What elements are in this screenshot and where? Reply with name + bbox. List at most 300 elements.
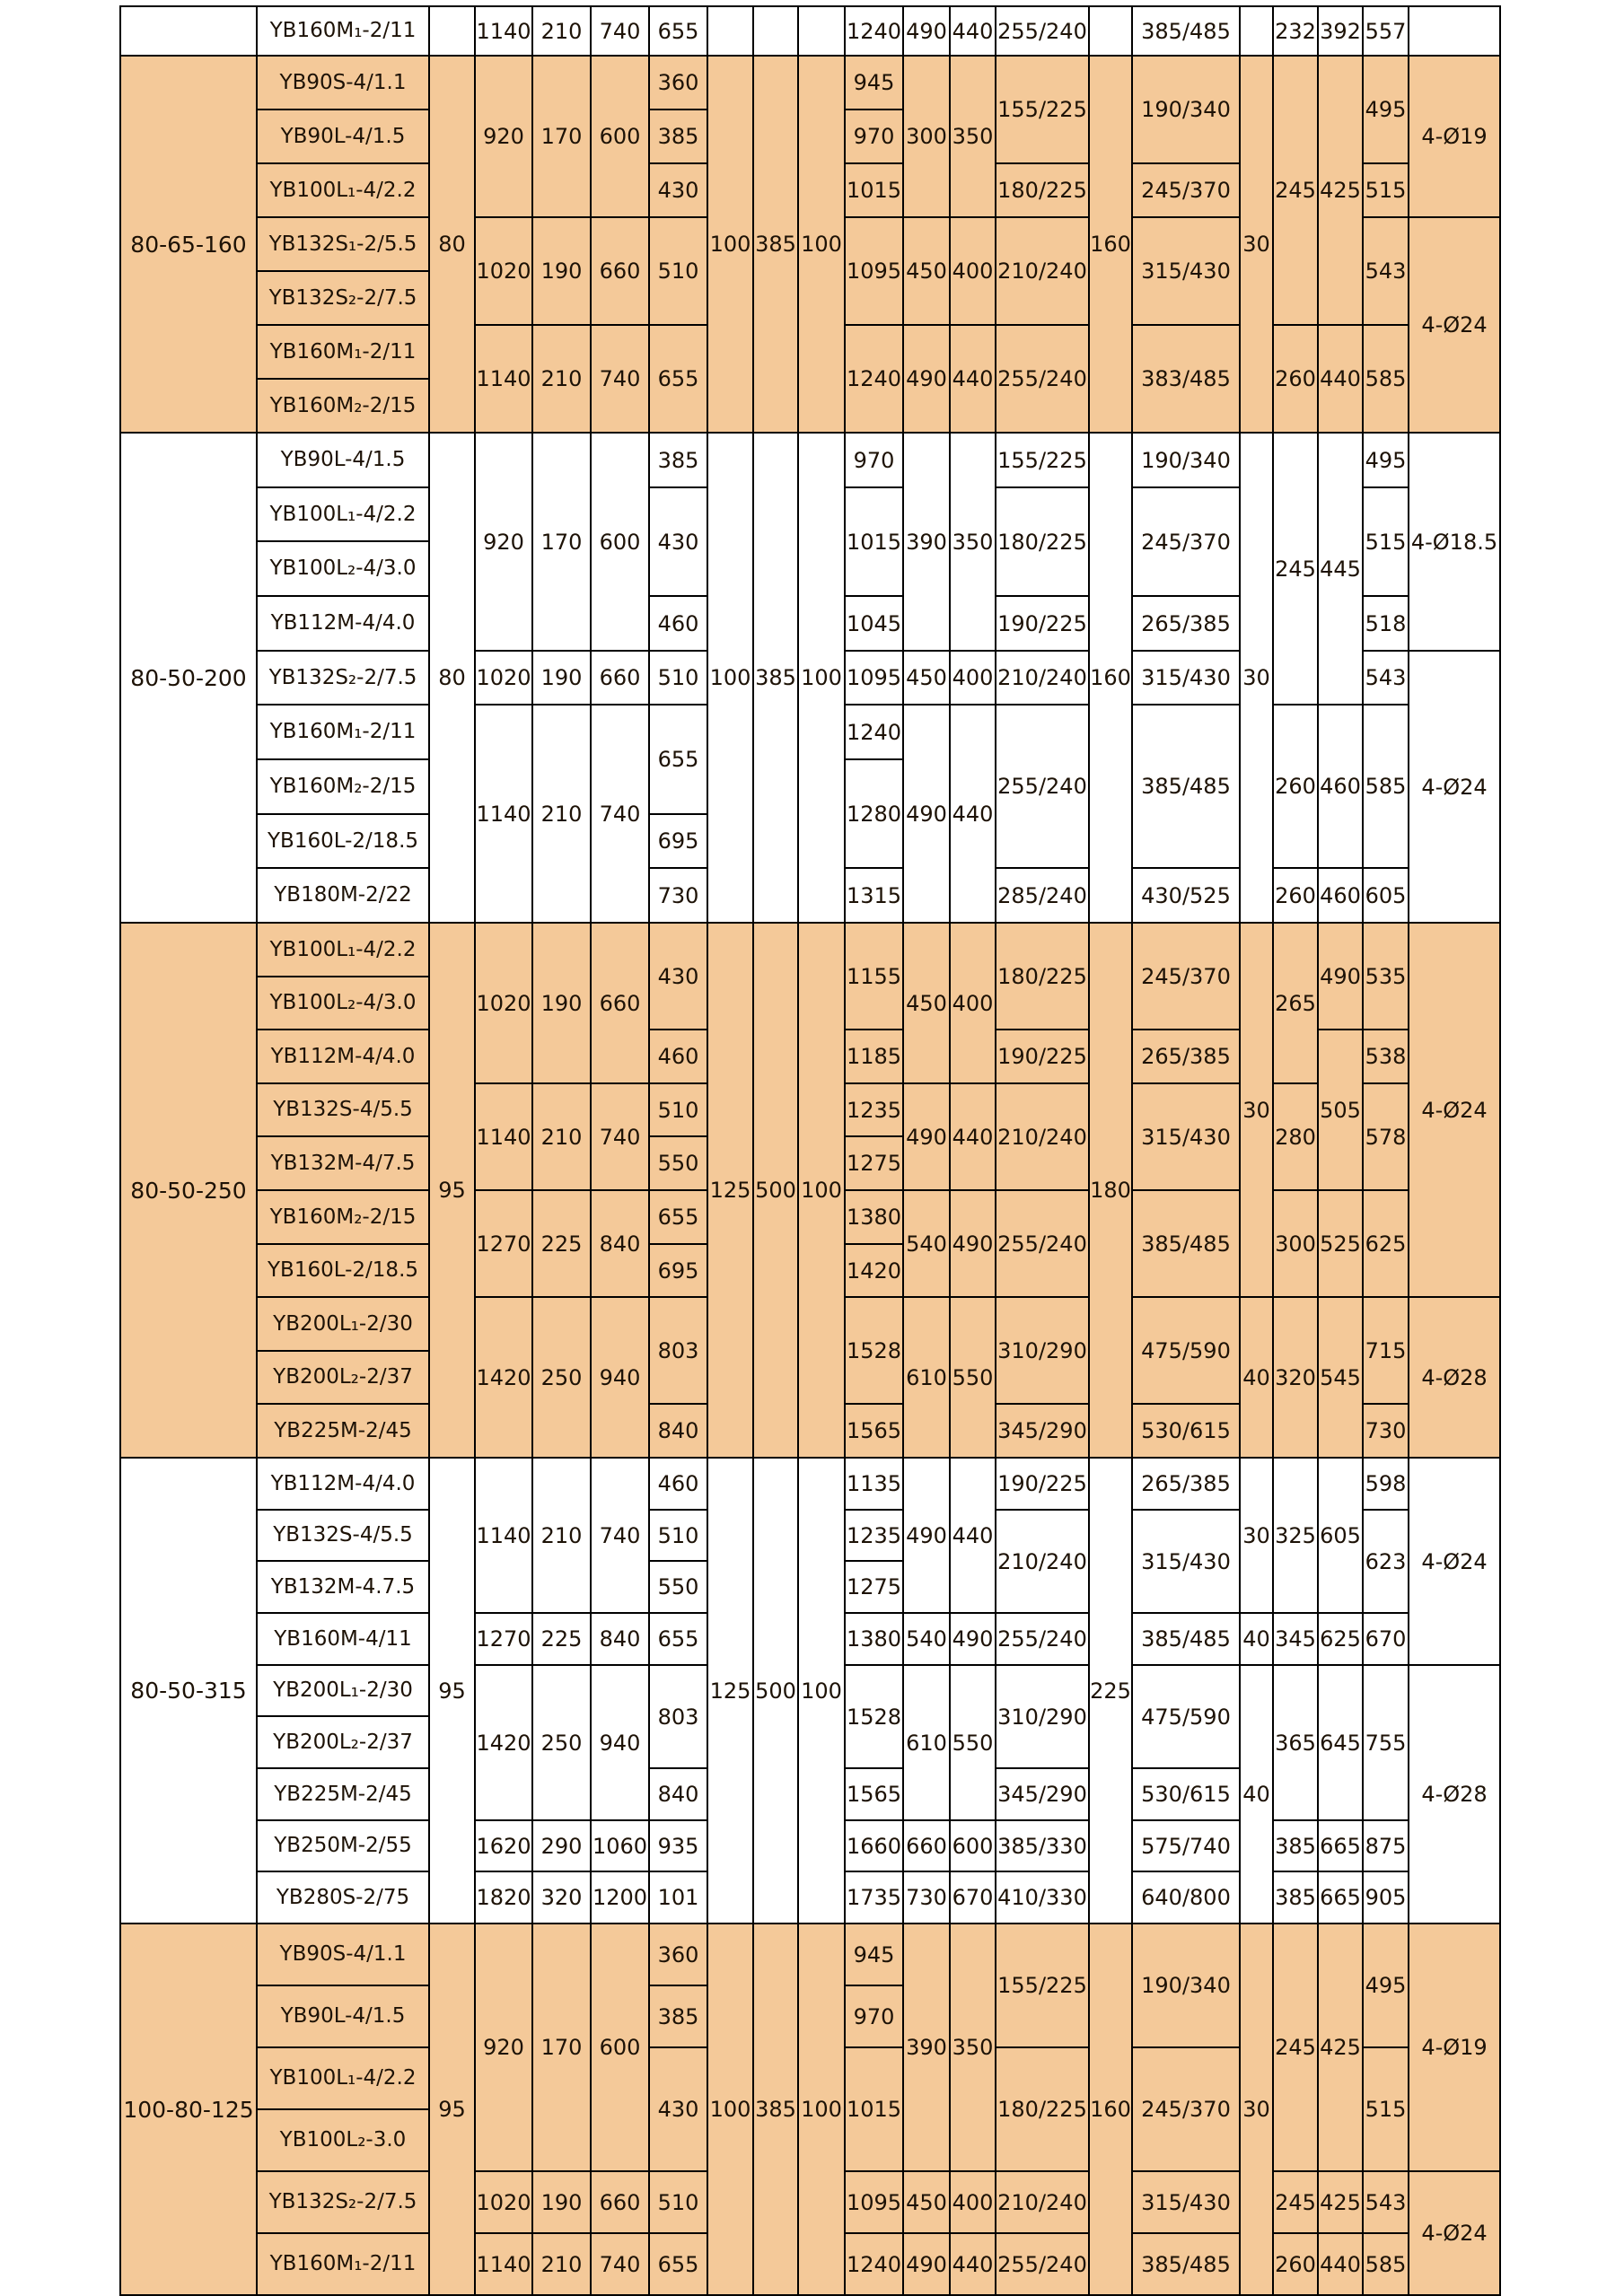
value-cell: 345 <box>1272 1612 1319 1666</box>
value-cell: 255/240 <box>995 5 1090 57</box>
value-cell: 1095 <box>844 650 904 705</box>
value-cell: 4-Ø24 <box>1408 2170 1501 2296</box>
value-cell: 190/225 <box>995 595 1090 652</box>
value-cell: 210 <box>531 324 592 434</box>
value-cell: 225 <box>531 1612 592 1666</box>
pump-model-cell: 80-65-160 <box>119 55 258 434</box>
value-cell: 170 <box>531 432 592 652</box>
value-cell: 30 <box>1239 55 1274 434</box>
value-cell: 30 <box>1239 1457 1274 1614</box>
motor-model-cell: YB112M-4/4.0 <box>256 595 430 652</box>
value-cell: 450 <box>902 922 951 1084</box>
value-cell: 430 <box>648 922 708 1030</box>
value-cell: 430 <box>648 162 708 218</box>
value-cell: 660 <box>590 922 650 1084</box>
value-cell: 1280 <box>844 758 904 869</box>
value-cell: 210 <box>531 2232 592 2296</box>
value-cell: 670 <box>949 1871 996 1924</box>
value-cell: 518 <box>1362 595 1409 652</box>
value-cell: 225 <box>1088 1457 1133 1924</box>
value-cell: 585 <box>1362 2232 1409 2296</box>
value-cell: 515 <box>1362 2046 1409 2172</box>
value-cell: 655 <box>648 324 708 434</box>
motor-model-cell: YB112M-4/4.0 <box>256 1029 430 1084</box>
value-cell: 670 <box>1362 1612 1409 1666</box>
motor-model-cell: YB132S₂-2/7.5 <box>256 2170 430 2234</box>
value-cell: 385 <box>1272 1871 1319 1924</box>
value-cell: 1020 <box>474 922 533 1084</box>
value-cell: 578 <box>1362 1082 1409 1191</box>
pump-model-cell: 80-50-315 <box>119 1457 258 1924</box>
value-cell: 585 <box>1362 704 1409 869</box>
value-cell: 840 <box>590 1189 650 1298</box>
value-cell <box>1239 5 1274 57</box>
value-cell: 30 <box>1239 432 1274 924</box>
value-cell: 385/485 <box>1131 1612 1241 1666</box>
value-cell: 4-Ø19 <box>1408 1923 1501 2172</box>
value-cell: 95 <box>428 1457 476 1924</box>
value-cell: 450 <box>902 216 951 326</box>
motor-model-cell: YB100L₁-4/2.2 <box>256 486 430 542</box>
value-cell: 245 <box>1272 2170 1319 2234</box>
value-cell: 260 <box>1272 324 1319 434</box>
value-cell: 540 <box>902 1189 951 1298</box>
value-cell: 360 <box>648 1923 708 1986</box>
value-cell: 101 <box>648 1871 708 1924</box>
value-cell: 440 <box>949 5 996 57</box>
value-cell: 1020 <box>474 2170 533 2234</box>
value-cell <box>797 5 846 57</box>
value-cell: 210/240 <box>995 216 1090 326</box>
value-cell: 1420 <box>844 1243 904 1298</box>
value-cell: 600 <box>590 1923 650 2172</box>
value-cell: 545 <box>1317 1296 1364 1459</box>
value-cell: 245/370 <box>1131 486 1241 597</box>
value-cell: 605 <box>1317 1457 1364 1614</box>
value-cell: 345/290 <box>995 1767 1090 1821</box>
value-cell: 385 <box>752 55 799 434</box>
motor-model-cell: YB90L-4/1.5 <box>256 432 430 488</box>
value-cell: 940 <box>590 1664 650 1821</box>
value-cell: 840 <box>590 1612 650 1666</box>
value-cell: 160 <box>1088 55 1133 434</box>
value-cell: 4-Ø19 <box>1408 55 1501 218</box>
value-cell: 190/225 <box>995 1029 1090 1084</box>
value-cell: 665 <box>1317 1819 1364 1872</box>
value-cell: 210/240 <box>995 1509 1090 1614</box>
value-cell: 1140 <box>474 324 533 434</box>
value-cell: 1270 <box>474 1612 533 1666</box>
value-cell: 350 <box>949 432 996 652</box>
value-cell: 1140 <box>474 2232 533 2296</box>
value-cell: 623 <box>1362 1509 1409 1614</box>
motor-model-cell: YB112M-4/4.0 <box>256 1457 430 1511</box>
value-cell: 180/225 <box>995 922 1090 1030</box>
value-cell: 515 <box>1362 162 1409 218</box>
value-cell: 255/240 <box>995 324 1090 434</box>
value-cell: 385 <box>752 432 799 924</box>
value-cell: 155/225 <box>995 432 1090 488</box>
value-cell: 840 <box>648 1403 708 1459</box>
value-cell: 210 <box>531 704 592 924</box>
value-cell: 1820 <box>474 1871 533 1924</box>
value-cell: 260 <box>1272 704 1319 869</box>
motor-model-cell: YB225M-2/45 <box>256 1767 430 1821</box>
value-cell: 345/290 <box>995 1403 1090 1459</box>
value-cell: 450 <box>902 2170 951 2234</box>
value-cell: 4-Ø28 <box>1408 1664 1501 1924</box>
value-cell: 920 <box>474 432 533 652</box>
value-cell: 525 <box>1317 1189 1364 1298</box>
value-cell: 660 <box>590 216 650 326</box>
value-cell: 940 <box>590 1296 650 1459</box>
value-cell: 665 <box>1317 1871 1364 1924</box>
value-cell: 1060 <box>590 1819 650 1872</box>
value-cell: 460 <box>648 1457 708 1511</box>
value-cell: 385 <box>1272 1819 1319 1872</box>
value-cell <box>428 5 476 57</box>
value-cell: 970 <box>844 109 904 164</box>
value-cell: 740 <box>590 1457 650 1614</box>
value-cell: 180 <box>1088 922 1133 1459</box>
motor-model-cell: YB90L-4/1.5 <box>256 109 430 164</box>
value-cell: 260 <box>1272 2232 1319 2296</box>
value-cell: 190 <box>531 650 592 705</box>
value-cell: 245 <box>1272 55 1319 326</box>
value-cell: 655 <box>648 704 708 815</box>
value-cell: 410/330 <box>995 1871 1090 1924</box>
value-cell: 460 <box>1317 704 1364 869</box>
value-cell: 935 <box>648 1819 708 1872</box>
value-cell: 425 <box>1317 55 1364 326</box>
motor-model-cell: YB100L₂-4/3.0 <box>256 976 430 1030</box>
value-cell: 385/485 <box>1131 2232 1241 2296</box>
value-cell <box>707 5 754 57</box>
value-cell: 390 <box>902 1923 951 2172</box>
value-cell: 190 <box>531 216 592 326</box>
motor-model-cell: YB100L₂-4/3.0 <box>256 540 430 597</box>
value-cell: 4-Ø24 <box>1408 922 1501 1298</box>
motor-model-cell: YB180M-2/22 <box>256 867 430 924</box>
value-cell: 30 <box>1239 1923 1274 2296</box>
value-cell: 550 <box>648 1135 708 1191</box>
value-cell: 255/240 <box>995 704 1090 869</box>
motor-model-cell: YB132S₁-2/5.5 <box>256 216 430 272</box>
value-cell: 210/240 <box>995 650 1090 705</box>
value-cell: 945 <box>844 55 904 110</box>
value-cell: 1095 <box>844 2170 904 2234</box>
value-cell: 1735 <box>844 1871 904 1924</box>
motor-model-cell: YB200L₂-2/37 <box>256 1715 430 1769</box>
value-cell: 125 <box>707 1457 754 1924</box>
value-cell: 320 <box>531 1871 592 1924</box>
value-cell: 1200 <box>590 1871 650 1924</box>
value-cell: 385 <box>752 1923 799 2296</box>
value-cell: 740 <box>590 5 650 57</box>
value-cell: 510 <box>648 1509 708 1562</box>
value-cell: 155/225 <box>995 1923 1090 2048</box>
value-cell: 1135 <box>844 1457 904 1511</box>
value-cell: 1275 <box>844 1560 904 1614</box>
value-cell: 4-Ø24 <box>1408 216 1501 434</box>
value-cell: 625 <box>1362 1189 1409 1298</box>
value-cell: 550 <box>949 1296 996 1459</box>
value-cell: 1240 <box>844 704 904 760</box>
value-cell: 315/430 <box>1131 650 1241 705</box>
value-cell: 610 <box>902 1664 951 1821</box>
value-cell: 300 <box>1272 1189 1319 1298</box>
value-cell: 490 <box>902 5 951 57</box>
value-cell: 40 <box>1239 1612 1274 1666</box>
value-cell: 170 <box>531 55 592 218</box>
value-cell: 730 <box>1362 1403 1409 1459</box>
value-cell <box>1408 5 1501 57</box>
value-cell: 530/615 <box>1131 1767 1241 1821</box>
pump-model-cell: 80-50-200 <box>119 432 258 924</box>
value-cell: 390 <box>902 432 951 652</box>
value-cell: 1140 <box>474 5 533 57</box>
motor-model-cell: YB90L-4/1.5 <box>256 1985 430 2048</box>
motor-model-cell: YB132S-4/5.5 <box>256 1509 430 1562</box>
value-cell: 1270 <box>474 1189 533 1298</box>
value-cell: 250 <box>531 1296 592 1459</box>
value-cell: 430 <box>648 486 708 597</box>
value-cell: 535 <box>1362 922 1409 1030</box>
value-cell: 80 <box>428 432 476 924</box>
motor-model-cell: YB200L₂-2/37 <box>256 1350 430 1405</box>
value-cell: 392 <box>1317 5 1364 57</box>
value-cell: 500 <box>752 1457 799 1924</box>
motor-model-cell: YB100L₁-4/2.2 <box>256 2046 430 2110</box>
value-cell: 505 <box>1317 1029 1364 1191</box>
value-cell: 100 <box>707 55 754 434</box>
value-cell: 1420 <box>474 1296 533 1459</box>
value-cell: 225 <box>531 1189 592 1298</box>
value-cell: 190 <box>531 922 592 1084</box>
motor-model-cell: YB132S-4/5.5 <box>256 1082 430 1137</box>
value-cell: 30 <box>1239 922 1274 1298</box>
value-cell: 4-Ø18.5 <box>1408 432 1501 652</box>
value-cell: 490 <box>902 704 951 924</box>
value-cell: 510 <box>648 216 708 326</box>
value-cell: 155/225 <box>995 55 1090 164</box>
value-cell: 285/240 <box>995 867 1090 924</box>
value-cell: 245/370 <box>1131 2046 1241 2172</box>
value-cell: 1015 <box>844 162 904 218</box>
value-cell: 350 <box>949 55 996 218</box>
value-cell: 598 <box>1362 1457 1409 1511</box>
value-cell: 350 <box>949 1923 996 2172</box>
value-cell: 1275 <box>844 1135 904 1191</box>
value-cell: 510 <box>648 1082 708 1137</box>
value-cell: 1020 <box>474 650 533 705</box>
pump-model-cell: 80-50-250 <box>119 922 258 1459</box>
value-cell: 945 <box>844 1923 904 1986</box>
value-cell: 440 <box>949 2232 996 2296</box>
value-cell: 325 <box>1272 1457 1319 1614</box>
value-cell: 160 <box>1088 432 1133 924</box>
value-cell: 255/240 <box>995 2232 1090 2296</box>
value-cell: 440 <box>949 1457 996 1614</box>
value-cell: 100 <box>797 432 846 924</box>
pump-model-cell <box>119 5 258 57</box>
value-cell: 190/225 <box>995 1457 1090 1511</box>
value-cell: 315/430 <box>1131 1509 1241 1614</box>
value-cell: 400 <box>949 216 996 326</box>
value-cell: 320 <box>1272 1296 1319 1459</box>
value-cell: 543 <box>1362 216 1409 326</box>
value-cell: 385/485 <box>1131 704 1241 869</box>
motor-model-cell: YB200L₁-2/30 <box>256 1664 430 1717</box>
value-cell: 660 <box>590 650 650 705</box>
value-cell: 310/290 <box>995 1664 1090 1769</box>
value-cell: 515 <box>1362 486 1409 597</box>
value-cell: 255/240 <box>995 1189 1090 1298</box>
value-cell: 970 <box>844 432 904 488</box>
value-cell: 695 <box>648 1243 708 1298</box>
value-cell: 265 <box>1272 922 1319 1084</box>
value-cell: 460 <box>648 595 708 652</box>
value-cell: 40 <box>1239 1296 1274 1459</box>
value-cell: 385 <box>648 432 708 488</box>
value-cell: 440 <box>949 1082 996 1191</box>
value-cell: 1380 <box>844 1189 904 1245</box>
value-cell: 1528 <box>844 1664 904 1769</box>
value-cell: 1020 <box>474 216 533 326</box>
value-cell: 290 <box>531 1819 592 1872</box>
value-cell: 425 <box>1317 2170 1364 2234</box>
motor-model-cell: YB160M₂-2/15 <box>256 378 430 434</box>
value-cell: 1045 <box>844 595 904 652</box>
value-cell: 315/430 <box>1131 216 1241 326</box>
value-cell: 210/240 <box>995 2170 1090 2234</box>
value-cell: 385/330 <box>995 1819 1090 1872</box>
value-cell: 550 <box>648 1560 708 1614</box>
value-cell: 640/800 <box>1131 1871 1241 1924</box>
value-cell: 300 <box>902 55 951 218</box>
value-cell: 490 <box>902 324 951 434</box>
value-cell: 385/485 <box>1131 5 1241 57</box>
value-cell: 232 <box>1272 5 1319 57</box>
value-cell: 190/340 <box>1131 55 1241 164</box>
motor-model-cell: YB160M₁-2/11 <box>256 5 430 57</box>
value-cell: 210 <box>531 1082 592 1191</box>
value-cell: 210 <box>531 1457 592 1614</box>
value-cell: 245/370 <box>1131 922 1241 1030</box>
value-cell: 265/385 <box>1131 595 1241 652</box>
motor-model-cell: YB132S₂-2/7.5 <box>256 270 430 326</box>
value-cell: 450 <box>902 650 951 705</box>
value-cell: 460 <box>1317 867 1364 924</box>
value-cell: 740 <box>590 704 650 924</box>
value-cell: 510 <box>648 2170 708 2234</box>
value-cell: 695 <box>648 813 708 869</box>
value-cell: 40 <box>1239 1664 1274 1924</box>
value-cell: 315/430 <box>1131 2170 1241 2234</box>
value-cell: 1185 <box>844 1029 904 1084</box>
motor-model-cell: YB160L-2/18.5 <box>256 813 430 869</box>
value-cell: 4-Ø24 <box>1408 650 1501 924</box>
value-cell: 625 <box>1317 1612 1364 1666</box>
value-cell: 1620 <box>474 1819 533 1872</box>
value-cell: 1140 <box>474 704 533 924</box>
motor-model-cell: YB160M₂-2/15 <box>256 758 430 815</box>
value-cell: 730 <box>902 1871 951 1924</box>
value-cell: 510 <box>648 650 708 705</box>
value-cell: 95 <box>428 1923 476 2296</box>
motor-model-cell: YB90S-4/1.1 <box>256 1923 430 1986</box>
value-cell: 265/385 <box>1131 1029 1241 1084</box>
value-cell: 1660 <box>844 1819 904 1872</box>
value-cell: 475/590 <box>1131 1296 1241 1405</box>
value-cell: 1015 <box>844 486 904 597</box>
value-cell: 245 <box>1272 432 1319 705</box>
value-cell: 495 <box>1362 432 1409 488</box>
value-cell: 645 <box>1317 1664 1364 1821</box>
value-cell: 280 <box>1272 1082 1319 1191</box>
value-cell: 255/240 <box>995 1612 1090 1666</box>
value-cell: 660 <box>590 2170 650 2234</box>
value-cell: 920 <box>474 1923 533 2172</box>
motor-model-cell: YB225M-2/45 <box>256 1403 430 1459</box>
value-cell: 383/485 <box>1131 324 1241 434</box>
value-cell: 490 <box>902 1082 951 1191</box>
value-cell: 475/590 <box>1131 1664 1241 1769</box>
value-cell: 100 <box>797 1457 846 1924</box>
value-cell: 170 <box>531 1923 592 2172</box>
value-cell: 490 <box>1317 922 1364 1030</box>
value-cell: 210 <box>531 5 592 57</box>
motor-model-cell: YB132M-4/7.5 <box>256 1135 430 1191</box>
value-cell: 530/615 <box>1131 1403 1241 1459</box>
value-cell: 160 <box>1088 1923 1133 2296</box>
value-cell: 250 <box>531 1664 592 1821</box>
value-cell: 100 <box>797 922 846 1459</box>
value-cell: 1528 <box>844 1296 904 1405</box>
motor-model-cell: YB160M₁-2/11 <box>256 704 430 760</box>
value-cell: 365 <box>1272 1664 1319 1821</box>
value-cell: 715 <box>1362 1296 1409 1405</box>
value-cell: 1565 <box>844 1767 904 1821</box>
value-cell: 430 <box>648 2046 708 2172</box>
pump-model-cell: 100-80-125 <box>119 1923 258 2296</box>
value-cell: 550 <box>949 1664 996 1821</box>
motor-model-cell: YB160M₂-2/15 <box>256 1189 430 1245</box>
value-cell: 1095 <box>844 216 904 326</box>
value-cell: 180/225 <box>995 162 1090 218</box>
value-cell: 920 <box>474 55 533 218</box>
value-cell: 1015 <box>844 2046 904 2172</box>
value-cell: 430/525 <box>1131 867 1241 924</box>
motor-model-cell: YB132S₂-2/7.5 <box>256 650 430 705</box>
value-cell: 970 <box>844 1985 904 2048</box>
value-cell: 490 <box>902 1457 951 1614</box>
value-cell: 557 <box>1362 5 1409 57</box>
motor-model-cell: YB132M-4.7.5 <box>256 1560 430 1614</box>
value-cell: 385 <box>648 1985 708 2048</box>
value-cell: 4-Ø28 <box>1408 1296 1501 1459</box>
value-cell: 180/225 <box>995 486 1090 597</box>
motor-model-cell: YB160M₁-2/11 <box>256 2232 430 2296</box>
value-cell: 80 <box>428 55 476 434</box>
value-cell: 1155 <box>844 922 904 1030</box>
value-cell: 730 <box>648 867 708 924</box>
value-cell: 1315 <box>844 867 904 924</box>
value-cell: 740 <box>590 2232 650 2296</box>
value-cell: 1235 <box>844 1509 904 1562</box>
value-cell: 190/340 <box>1131 432 1241 488</box>
value-cell: 265/385 <box>1131 1457 1241 1511</box>
